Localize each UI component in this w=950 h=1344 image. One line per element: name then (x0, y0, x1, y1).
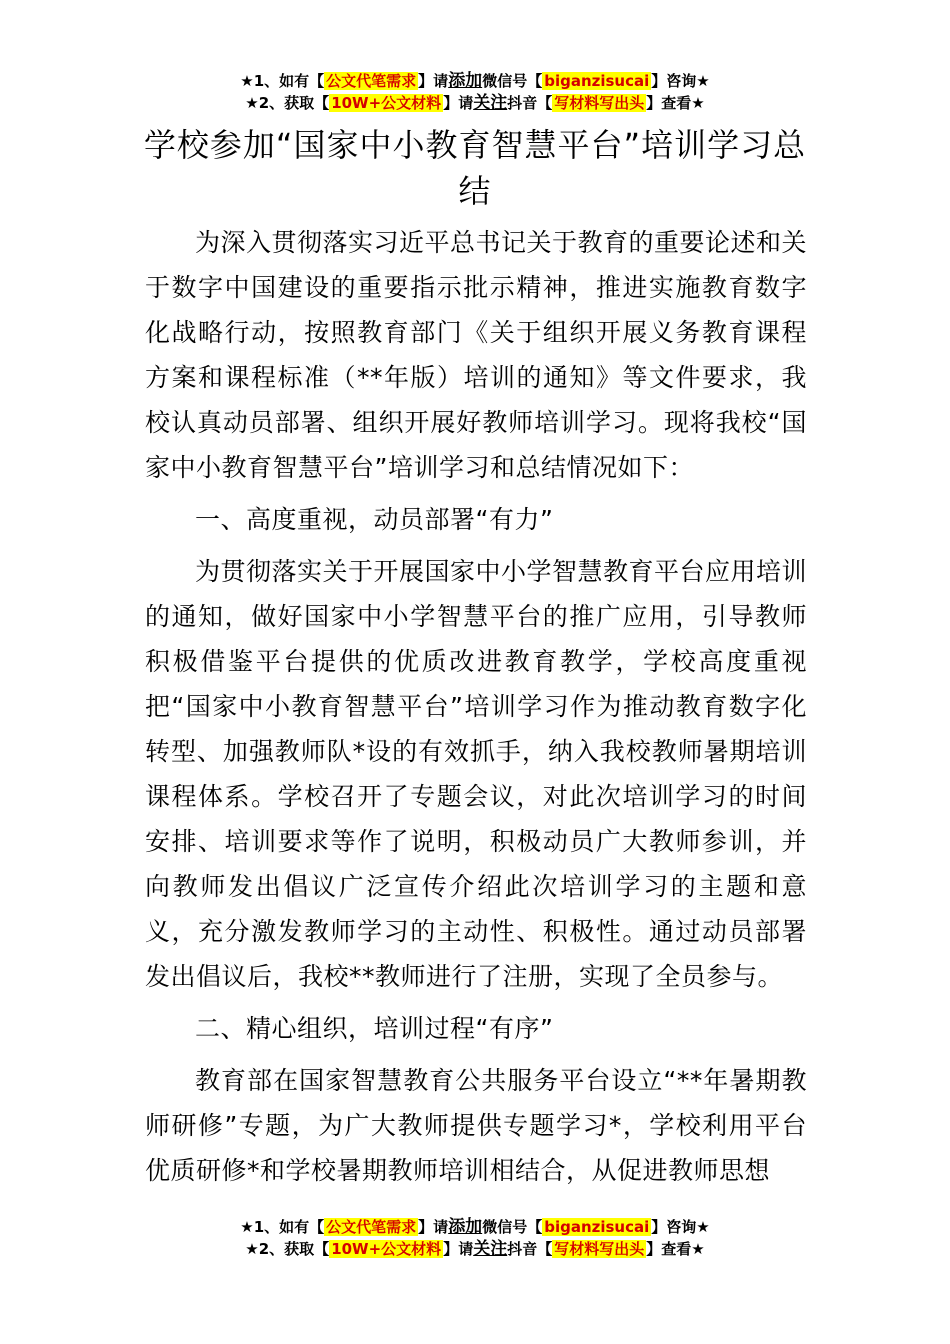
section-1-heading: 一、高度重视，动员部署“有力” (195, 505, 554, 534)
underlined-word: 关注 (473, 93, 508, 113)
highlight-materials: 10W+公文材料 (331, 1240, 442, 1258)
banner-text: 】查看★ (646, 94, 705, 112)
banner-line-1 (0, 1216, 950, 1238)
top-banner (0, 70, 950, 114)
highlight-wechat-id: biganzisucai (544, 1218, 650, 1236)
bottom-banner (0, 1216, 950, 1260)
banner-text: ★2、获取【 (245, 1240, 330, 1258)
document-title: 学校参加“国家中小教育智慧平台”培训学习总结 (143, 126, 807, 210)
banner-text: 微信号【 (482, 1218, 543, 1236)
banner-text: 】查看★ (646, 1240, 705, 1258)
banner-line-1 (0, 70, 950, 92)
banner-line-2 (0, 92, 950, 114)
banner-text: 抖音【 (507, 1240, 553, 1258)
intro-paragraph: 为深入贯彻落实习近平总书记关于教育的重要论述和关于数字中国建设的重要指示批示精神，推进实施教育数字化战略行动，按照教育部门《关于组织开展义务教育课程方案和课程标准（**年版）培训的通知》等文件要求，我校认真动员部署、组织开展好教师培训学习。现将我校“国家中小教育智慧平台”培训学习和总结情况如下： (145, 228, 808, 482)
highlight-materials: 10W+公文材料 (331, 94, 442, 112)
banner-text: 】请 (443, 94, 474, 112)
banner-text: ★2、获取【 (245, 94, 330, 112)
banner-text: ★1、如有【 (240, 72, 325, 90)
section-2-heading: 二、精心组织，培训过程“有序” (195, 1014, 554, 1043)
document-body (145, 220, 807, 1193)
section-2-paragraph: 教育部在国家智慧教育公共服务平台设立“**年暑期教师研修”专题，为广大教师提供专题学习*，学校利用平台优质研修*和学校暑期教师培训相结合，从促进教师思想 (145, 1066, 807, 1185)
underlined-word: 添加 (448, 71, 483, 91)
highlight-service: 公文代笔需求 (326, 72, 417, 90)
highlight-douyin-account: 写材料写出头 (554, 1240, 645, 1258)
banner-text: 抖音【 (507, 94, 553, 112)
banner-text: 】咨询★ (651, 1218, 710, 1236)
banner-text: 微信号【 (482, 72, 543, 90)
highlight-wechat-id: biganzisucai (544, 72, 650, 90)
section-1-paragraph: 为贯彻落实关于开展国家中小学智慧教育平台应用培训的通知，做好国家中小学智慧平台的推广应用，引导教师积极借鉴平台提供的优质改进教育教学，学校高度重视把“国家中小教育智慧平台”培训学习作为推动教育数字化转型、加强教师队*设的有效抓手，纳入我校教师暑期培训课程体系。学校召开了专题会议，对此次培训学习的时间安排、培训要求等作了说明，积极动员广大教师参训，并向教师发出倡议广泛宣传介绍此次培训学习的主题和意义，充分激发教师学习的主动性、积极性。通过动员部署发出倡议后，我校**教师进行了注册，实现了全员参与。 (145, 557, 808, 991)
banner-text: 】咨询★ (651, 72, 710, 90)
banner-text: ★1、如有【 (240, 1218, 325, 1236)
highlight-service: 公文代笔需求 (326, 1218, 417, 1236)
banner-text: 】请 (418, 1218, 449, 1236)
underlined-word: 添加 (448, 1217, 483, 1237)
banner-text: 】请 (443, 1240, 474, 1258)
underlined-word: 关注 (473, 1239, 508, 1259)
highlight-douyin-account: 写材料写出头 (554, 94, 645, 112)
banner-text: 】请 (418, 72, 449, 90)
banner-line-2 (0, 1238, 950, 1260)
